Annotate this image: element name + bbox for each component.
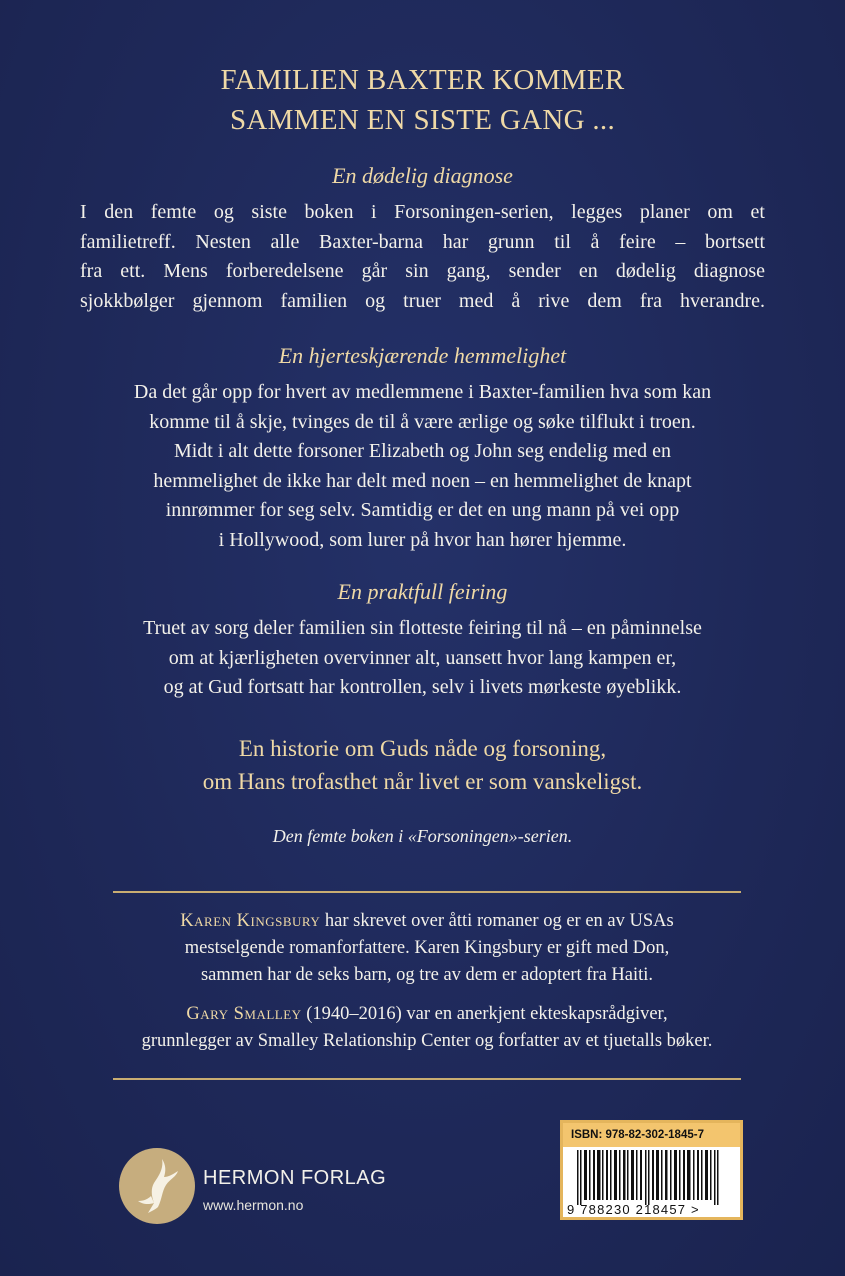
text-line: i Hollywood, som lurer på hvor han hører hjemme.	[218, 528, 627, 551]
text-line: Truet av sorg deler familien sin flotteste feiring til nå – en påminnelse	[143, 617, 702, 639]
text-line: om at kjærligheten overvinner alt, uansett hvor lang kampen er,	[168, 646, 677, 669]
publisher-website[interactable]: www.hermon.no	[203, 1197, 304, 1213]
isbn-barcode-box	[560, 1120, 743, 1220]
author-bio-text: har skrevet over åtti romaner og er en av USAs	[320, 911, 674, 931]
author-bio-line	[113, 908, 741, 935]
author-name: Gary Smalley	[186, 1004, 302, 1024]
headline	[0, 60, 845, 140]
author-bio-smalley	[113, 1001, 741, 1055]
headline-line-2: SAMMEN EN SISTE GANG ...	[229, 104, 616, 136]
series-note: Den femte boken i «Forsoningen»-serien.	[272, 826, 573, 846]
section-title-diagnosis: En dødelig diagnose	[332, 163, 513, 188]
text-line: og at Gud fortsatt har kontrollen, selv i livets mørkeste øyeblikk.	[163, 676, 682, 699]
tagline-line-2: om Hans trofasthet når livet er som vanskeligst.	[202, 769, 643, 794]
text-line: sjokkbølger gjennom familien og truer med å rive dem fra hverandre.	[80, 289, 765, 312]
tagline-line-1: En historie om Guds nåde og forsoning,	[238, 736, 607, 761]
section-body-diagnosis	[80, 198, 765, 316]
author-bio-text: (1940–2016) var en anerkjent ekteskapsrådgiver,	[301, 1004, 668, 1024]
barcode-icon	[567, 1150, 737, 1205]
text-line: innrømmer for seg selv. Samtidig er det en ung mann på vei opp	[165, 499, 680, 522]
section-body-secret	[80, 378, 765, 556]
isbn-label: ISBN: 978-82-302-1845-7	[563, 1123, 740, 1147]
text-line: familietreff. Nesten alle Baxter-barna har grunn til å feire – bortsett	[80, 230, 765, 253]
section-body-celebration	[80, 614, 765, 703]
text-line: hemmelighet de ikke har delt med noen – en hemmelighet de knapt	[153, 469, 692, 492]
headline-line-1: FAMILIEN BAXTER KOMMER	[220, 64, 625, 96]
author-bio-line: mestselgende romanforfattere. Karen Kingsbury er gift med Don,	[184, 938, 670, 958]
text-line: Midt i alt dette forsoner Elizabeth og John seg endelig med en	[173, 440, 672, 463]
publisher-name: HERMON FORLAG	[203, 1167, 387, 1189]
author-name: Karen Kingsbury	[180, 911, 321, 931]
section-title-celebration: En praktfull feiring	[337, 579, 508, 604]
author-bio-line	[113, 1001, 741, 1028]
tagline	[0, 732, 845, 798]
divider-top	[113, 891, 741, 893]
dove-icon	[118, 1147, 196, 1225]
text-line: fra ett. Mens forberedelsene går sin gang, sender en dødelig diagnose	[80, 260, 765, 283]
author-bio-kingsbury	[113, 908, 741, 989]
section-title-secret: En hjerteskjærende hemmelighet	[278, 343, 567, 368]
text-line: I den femte og siste boken i Forsoningen-serien, legges planer om et	[80, 201, 765, 223]
divider-bottom	[113, 1078, 741, 1080]
author-bio-line: sammen har de seks barn, og tre av dem er adoptert fra Haiti.	[200, 965, 654, 985]
text-line: komme til å skje, tvinges de til å være ærlige og søke tilflukt i troen.	[149, 410, 696, 433]
text-line: Da det går opp for hvert av medlemmene i Baxter-familien hva som kan	[133, 381, 712, 403]
author-bio-line: grunnlegger av Smalley Relationship Center og forfatter av et tjuetalls bøker.	[141, 1031, 713, 1051]
isbn-digits: 9 788230 218457 >	[567, 1202, 700, 1217]
